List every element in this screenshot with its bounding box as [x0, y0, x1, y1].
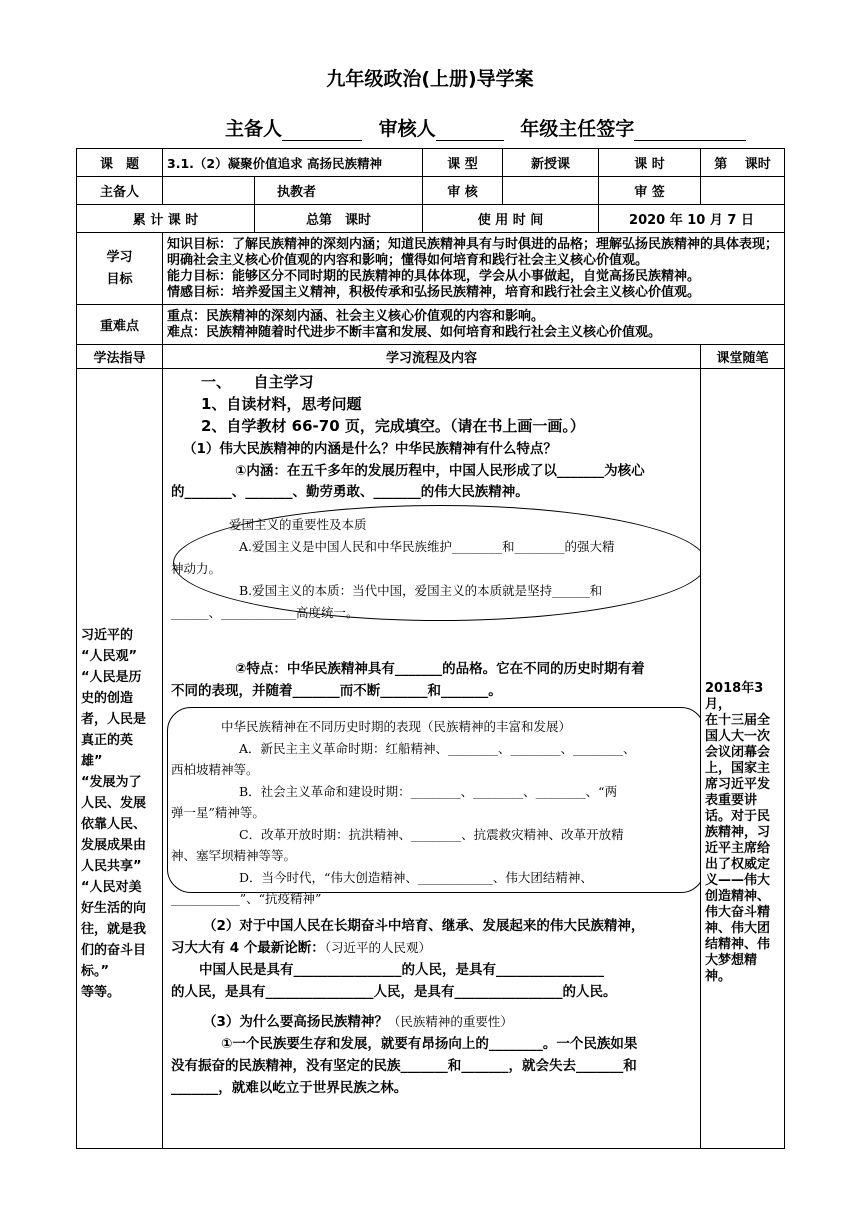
box2-c-line-2: 神、塞罕坝精神等等。	[171, 848, 297, 863]
objectives-label	[77, 233, 163, 305]
q2-answer-line-1: 中国人民是具有________________的人民，是具有________________	[199, 962, 604, 978]
method-notes	[77, 369, 163, 1149]
q3-answer-line-1: ①一个民族要生存和发展，就要有昂扬向上的________。一个民族如果	[221, 1036, 638, 1052]
preparer-blank[interactable]	[282, 120, 362, 141]
section-heading: 一、 自主学习	[201, 373, 314, 391]
q3-answer-line-3: _______，就难以屹立于世界民族之林。	[171, 1080, 408, 1096]
process-content	[163, 369, 701, 1149]
q1-feature-line-2: 不同的表现，并随着_______而不断_______和_______。	[171, 683, 502, 699]
approve-cell-value[interactable]	[701, 177, 785, 205]
box2-b-line-1: B．社会主义革命和建设时期：________、________、________、“两	[239, 784, 618, 799]
class-note-line: 表重要讲	[705, 793, 758, 808]
q3-main: （3）为什么要高扬民族精神？	[203, 1014, 388, 1030]
box2-d-line-2: ___________”、“抗疫精神”	[171, 891, 322, 906]
page-title: 九年级政治(上册)导学案	[326, 68, 534, 90]
type-value: 新授课	[503, 149, 599, 177]
box2-d-line-1: D．当今时代，“伟大创造精神、____________、伟大团结精神、	[239, 870, 593, 885]
approve-cell-label: 审 签	[599, 177, 701, 205]
q3-note: （民族精神的重要性）	[387, 1014, 513, 1029]
method-note-line: “人民对美	[81, 880, 142, 895]
class-note-line: 话。对于民	[705, 809, 771, 824]
class-note-line: 2018年3月，	[705, 681, 764, 712]
method-note-line: “发展为了	[81, 775, 142, 790]
method-note-line: “人民是历	[81, 670, 142, 685]
box2-title: 中华民族精神在不同历史时期的表现（民族精神的丰富和发展）	[221, 719, 572, 734]
knowledge-goal: 知识目标：了解民族精神的深刻内涵；知道民族精神具有与时俱进的品格；理解弘扬民族精神的具体表现；明确社会主义核心价值观的内容和影响；懂得如何培育和践行社会主义核心价值观。	[167, 236, 779, 268]
director-blank[interactable]	[634, 120, 746, 141]
method-note-line: 人民共享”	[81, 859, 142, 874]
box2-c-line-1: C．改革开放时期：抗洪精神、________、抗震救灾精神、改革开放精	[239, 827, 624, 842]
class-note-line: 国人大一次	[705, 729, 771, 744]
method-note-line: 依靠人民、	[81, 817, 147, 832]
class-note-line: 神、伟大团	[705, 921, 771, 936]
method-note-line: 史的创造	[81, 691, 134, 706]
key-points-label: 重难点	[77, 305, 163, 345]
ability-goal: 能力目标：能够区分不同时期的民族精神的具体体现，学会从小事做起，自觉高扬民族精神。	[167, 268, 701, 284]
emotion-goal: 情感目标：培养爱国主义精神，积极传承和弘扬民族精神，培育和践行社会主义核心价值观。	[167, 284, 701, 300]
notes-header: 课堂随笔	[701, 345, 785, 369]
period-label: 课 时	[599, 149, 701, 177]
date-label: 使 用 时 间	[423, 205, 599, 233]
class-note-line: 上，国家主	[705, 761, 771, 776]
q1-answer-line-1: ①内涵：在五千多年的发展历程中，中国人民形成了以_______为核心	[235, 463, 645, 479]
class-note-line: 会议闭幕会	[705, 745, 771, 760]
q1-feature-line-1: ②特点：中华民族精神具有_______的品格。它在不同的历史时期有着	[235, 661, 645, 677]
method-note-line: 们的奋斗目	[81, 943, 147, 958]
objectives-label-line-2: 目标	[106, 271, 133, 287]
preparer-cell-value[interactable]	[163, 177, 255, 205]
q2-line-2-main: 习大大有 4 个最新论断：	[171, 940, 325, 956]
method-note-line: 等等。	[81, 985, 121, 1000]
director-label: 年级主任签字	[520, 118, 635, 140]
period-value: 第 课时	[701, 149, 785, 177]
review-cell-value[interactable]	[503, 177, 599, 205]
class-note-line: 神。	[705, 969, 732, 984]
class-note-line: 结精神、伟	[705, 937, 771, 952]
lesson-table	[76, 148, 785, 1149]
box1-b-line-2: ______、____________高度统一。	[171, 605, 359, 620]
preparer-label: 主备人	[225, 118, 283, 140]
method-note-line: 真正的英	[81, 733, 134, 748]
step-1: 1、自读材料，思考问题	[201, 395, 362, 413]
difficult-point: 难点：民族精神随着时代进步不断丰富和发展、如何培育和践行社会主义核心价值观。	[167, 324, 662, 340]
question-2-line-2	[171, 936, 431, 956]
q2-line-2-note: （习近平的人民观）	[324, 940, 432, 955]
type-label: 课 型	[423, 149, 503, 177]
method-note-line: “人民观”	[81, 649, 138, 664]
q2-answer-line-2: 的人民，是具有________________人民，是具有________________的人民。	[171, 984, 617, 1000]
class-note-line: 大梦想精	[705, 953, 758, 968]
reviewer-label: 审核人	[378, 118, 436, 140]
q3-answer-line-2: 没有振奋的民族精神，没有坚定的民族_______和_______，就会失去_______和	[171, 1058, 637, 1074]
objectives-label-line-1: 学习	[106, 249, 133, 265]
box1-b-line-1: B.爱国主义的本质：当代中国，爱国主义的本质就是坚持______和	[239, 583, 603, 598]
key-points-content	[163, 305, 785, 345]
question-2-line-1: （2）对于中国人民在长期奋斗中培育、继承、发展起来的伟大民族精神，	[203, 918, 645, 934]
method-header: 学法指导	[77, 345, 163, 369]
topic-label: 课 题	[77, 149, 163, 177]
method-note-line: 好生活的向	[81, 901, 147, 916]
preparer-cell-label: 主备人	[77, 177, 163, 205]
question-3	[203, 1010, 513, 1030]
box2-b-line-2: 弹一星”精神等。	[171, 805, 265, 820]
class-note-line: 席习近平发	[705, 777, 771, 792]
signature-line	[225, 114, 746, 141]
executor-cell-label: 执教者	[255, 177, 423, 205]
objectives-content	[163, 233, 785, 305]
class-notes	[701, 369, 785, 1149]
method-note-line: 习近平的	[81, 628, 134, 643]
step-2: 2、自学教材 66-70 页，完成填空。（请在书上画一画。）	[201, 417, 585, 435]
date-value: 2020 年 10 月 7 日	[599, 205, 785, 233]
method-note-line: 者，人民是	[81, 712, 147, 727]
class-note-line: 在十三届全	[705, 713, 771, 728]
box1-a-line-2: 神动力。	[171, 561, 222, 576]
cumulative-label: 累 计 课 时	[77, 205, 255, 233]
method-note-line: 往，就是我	[81, 922, 147, 937]
review-cell-label: 审 核	[423, 177, 503, 205]
question-1: （1）伟大民族精神的内涵是什么？中华民族精神有什么特点？	[183, 441, 557, 457]
method-note-line: 雄”	[81, 754, 103, 769]
class-note-line: 近平主席给	[705, 841, 771, 856]
box2-a-line-2: 西柏坡精神等。	[171, 762, 259, 777]
method-note-line: 标。”	[81, 964, 110, 979]
class-note-line: 创造精神、	[705, 889, 771, 904]
q1-answer-line-2: 的_______、_______、勤劳勇敢、_______的伟大民族精神。	[171, 484, 529, 500]
class-note-line: 义——伟大	[705, 873, 771, 888]
class-note-line: 出了权威定	[705, 857, 771, 872]
reviewer-blank[interactable]	[436, 120, 504, 141]
method-note-line: 发展成果由	[81, 838, 147, 853]
topic-value: 3.1.（2）凝聚价值追求 高扬民族精神	[163, 149, 423, 177]
class-note-line: 族精神，习	[705, 825, 771, 840]
box1-a-line-1: A.爱国主义是中国人民和中华民族维护________和________的强大精	[239, 539, 615, 554]
class-note-line: 伟大奋斗精	[705, 905, 771, 920]
box2-a-line-1: A．新民主主义革命时期：红船精神、________、________、________、	[239, 741, 636, 756]
method-note-line: 人民、发展	[81, 796, 147, 811]
key-point: 重点：民族精神的深刻内涵、社会主义核心价值观的内容和影响。	[167, 308, 545, 324]
process-header: 学习流程及内容	[163, 345, 701, 369]
total-label: 总第 课时	[255, 205, 423, 233]
box1-title: 爱国主义的重要性及本质	[229, 517, 367, 532]
